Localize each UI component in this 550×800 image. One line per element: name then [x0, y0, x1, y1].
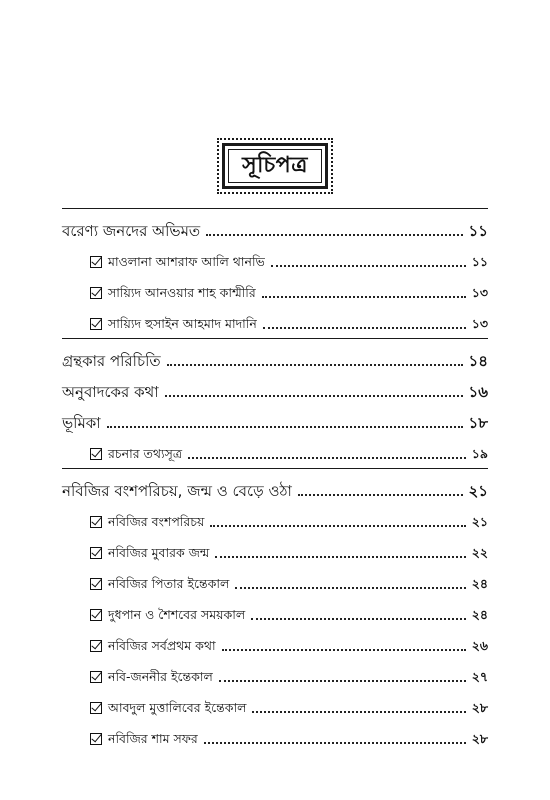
toc-subentry[interactable] [62, 593, 488, 624]
toc-entry-label: ভূমিকা [62, 414, 101, 432]
toc-entry-label: গ্রন্থকার পরিচিতি [62, 352, 161, 370]
toc-entry-label: দুধপান ও শৈশবের সময়কাল [108, 607, 246, 622]
toc-entry-label: আবদুল মুত্তালিবের ইন্তেকাল [108, 700, 247, 715]
toc-subentry[interactable] [62, 717, 488, 748]
dot-leader [262, 295, 466, 298]
toc-entry-label: নবিজির পিতার ইন্তেকাল [108, 576, 230, 591]
toc-entry-page: ২৪ [471, 607, 488, 622]
toc-entry-page: ১১ [468, 222, 488, 240]
checkbox-icon [90, 516, 102, 528]
toc-entry-label: সায়্যিদ আনওয়ার শাহ কাশ্মীরি [108, 285, 256, 300]
toc-entry-label: বরেণ্য জনদের অভিমত [62, 222, 201, 240]
toc-entry-label: রচনার তথ্যসূত্র [108, 446, 183, 461]
toc-subentry[interactable] [62, 271, 488, 302]
dot-leader [252, 710, 465, 713]
toc-subentry[interactable] [62, 302, 488, 333]
toc-entry-page: ২১ [468, 482, 488, 500]
checkbox-icon [90, 640, 102, 652]
toc-entry-label: অনুবাদকের কথা [62, 383, 159, 401]
toc-title-frame [222, 143, 328, 189]
dot-leader [165, 394, 463, 397]
toc-entry[interactable] [62, 370, 488, 401]
toc-entry-page: ১৪ [468, 352, 488, 370]
toc-subentry[interactable] [62, 432, 488, 463]
dot-leader [251, 617, 466, 620]
checkbox-icon [90, 287, 102, 299]
toc-entry-label: নবিজির বংশপরিচয় [108, 514, 205, 529]
toc-entry-label: নবিজির বংশপরিচয়, জন্ম ও বেড়ে ওঠা [62, 482, 292, 500]
toc-entry[interactable] [62, 209, 488, 240]
toc-entry-page: ২৮ [471, 731, 488, 746]
dot-leader [235, 586, 465, 589]
dot-leader [188, 456, 466, 459]
checkbox-icon [90, 318, 102, 330]
toc-entry-label: নবি-জননীর ইন্তেকাল [108, 669, 213, 684]
toc-subentry[interactable] [62, 686, 488, 717]
toc-entry[interactable] [62, 401, 488, 432]
toc-entry-page: ২২ [471, 545, 488, 560]
checkbox-icon [90, 733, 102, 745]
dot-leader [107, 425, 463, 428]
dot-leader [206, 233, 462, 236]
toc-title: সূচিপত্র [242, 152, 308, 178]
dot-leader [263, 326, 466, 329]
toc-entry-label: নবিজির সর্বপ্রথম কথা [108, 638, 216, 653]
dot-leader [298, 493, 463, 496]
dot-leader [204, 741, 466, 744]
checkbox-icon [90, 256, 102, 268]
toc-entry-page: ১৬ [468, 383, 488, 401]
checkbox-icon [90, 609, 102, 621]
toc-subentry[interactable] [62, 240, 488, 271]
toc-entry-page: ১৩ [471, 285, 488, 300]
dot-leader [210, 524, 465, 527]
toc-entry-page: ১৯ [471, 446, 488, 461]
checkbox-icon [90, 547, 102, 559]
toc-entry-page: ২৬ [471, 638, 488, 653]
toc-entry-page: ২১ [471, 514, 488, 529]
checkbox-icon [90, 671, 102, 683]
toc-entry-label: নবিজির শাম সফর [108, 731, 198, 746]
toc-subentry[interactable] [62, 562, 488, 593]
checkbox-icon [90, 448, 102, 460]
toc-entry-page: ১১ [471, 254, 488, 269]
toc-entry-label: নবিজির মুবারক জন্ম [108, 545, 210, 560]
toc-subentry[interactable] [62, 531, 488, 562]
toc-entry-label: সায়্যিদ হুসাইন আহমাদ মাদানি [108, 316, 257, 331]
toc-entry-page: ২৮ [471, 700, 488, 715]
toc-entry-page: ২৪ [471, 576, 488, 591]
toc-subentry[interactable] [62, 624, 488, 655]
toc-entry-page: ১৮ [468, 414, 488, 432]
checkbox-icon [90, 702, 102, 714]
toc-subentry[interactable] [62, 655, 488, 686]
dot-leader [222, 648, 466, 651]
toc-entry[interactable] [62, 469, 488, 500]
table-of-contents [62, 208, 488, 748]
toc-entry-page: ১৩ [471, 316, 488, 331]
toc-entry[interactable] [62, 339, 488, 370]
toc-entry-label: মাওলানা আশরাফ আলি থানভি [108, 254, 265, 269]
dot-leader [215, 555, 465, 558]
toc-subentry[interactable] [62, 500, 488, 531]
toc-entry-page: ২৭ [471, 669, 488, 684]
checkbox-icon [90, 578, 102, 590]
dot-leader [219, 679, 466, 682]
dot-leader [167, 363, 463, 366]
dot-leader [271, 264, 466, 267]
